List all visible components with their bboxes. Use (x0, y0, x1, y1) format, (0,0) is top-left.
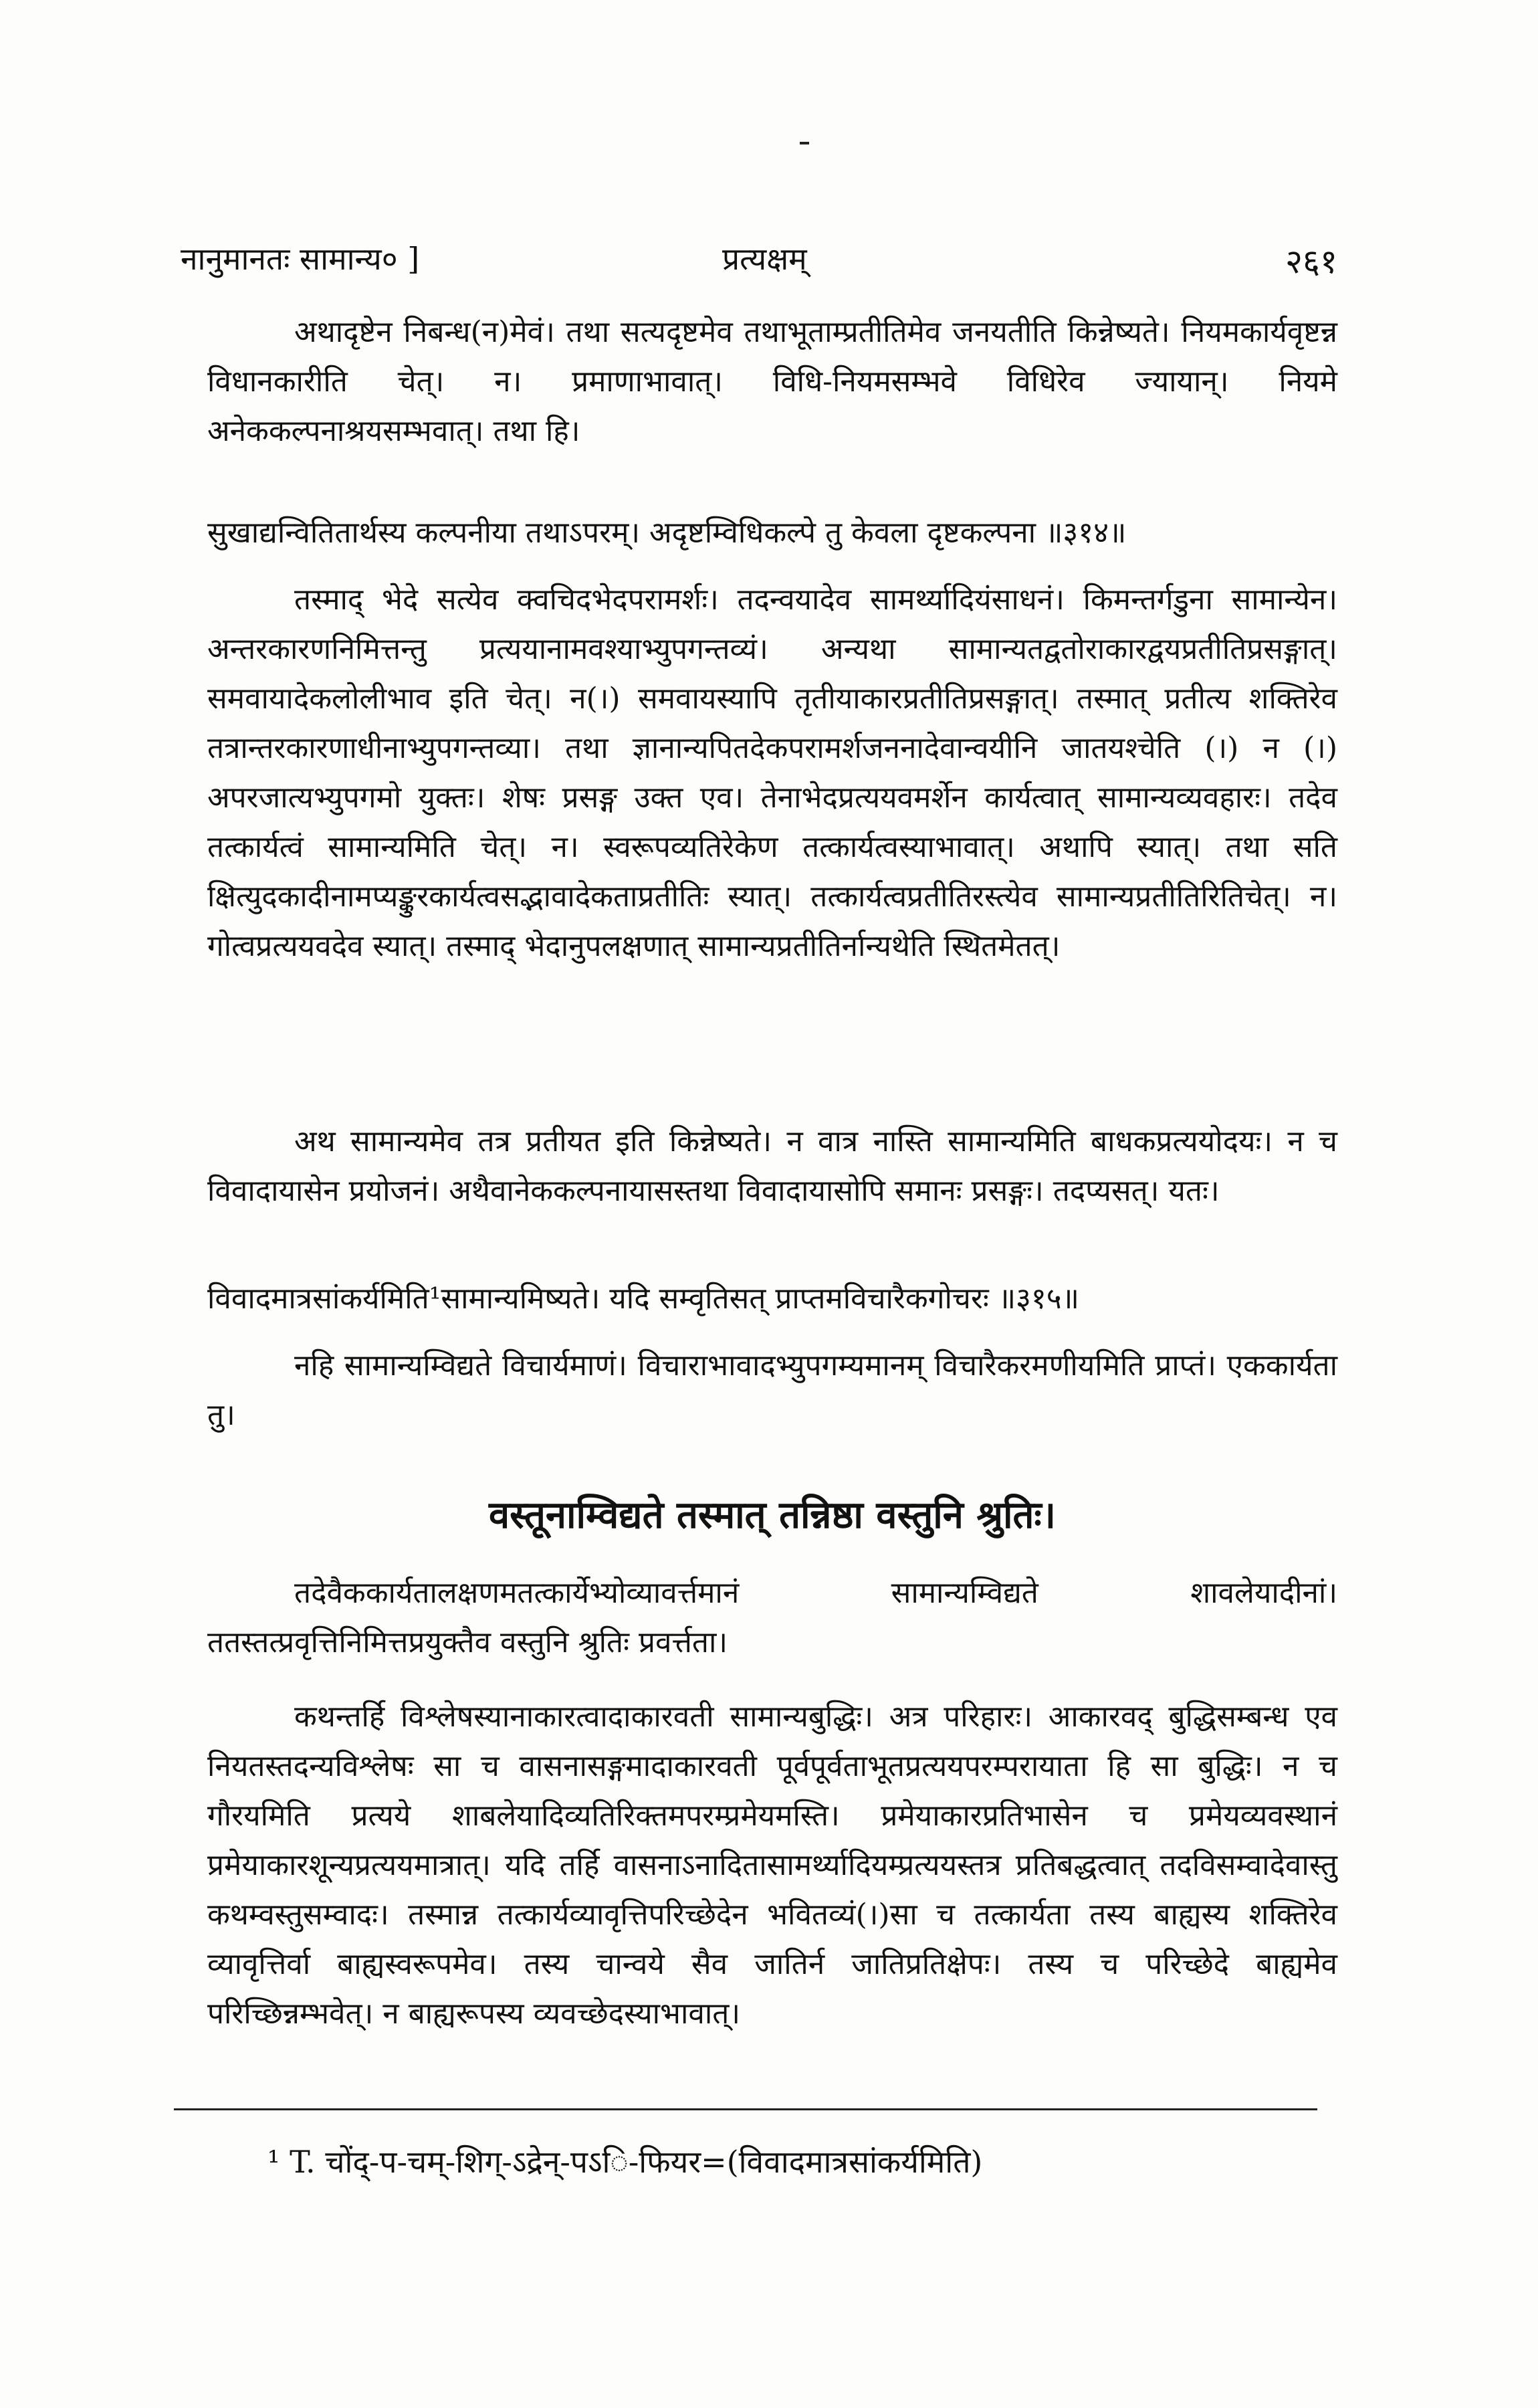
paragraph-2: तस्माद् भेदे सत्येव क्वचिदभेदपरामर्शः। तदन्वयादेव सामर्थ्यादियंसाधनं। किमन्तर्गडुना सामान्येन। अन्तरकारणनिमित्तन्तु प्रत्ययानामवश्याभ्युपगन्तव्यं। अन्यथा सामान्यतद्वतोराकारद्वयप्रतीतिप्रसङ्गात्। समवायादेकलोलीभाव इति चेत्। न(।) समवायस्यापि तृतीयाकारप्रतीतिप्रसङ्गात्। तस्मात् प्रतीत्य शक्तिरेव तत्रान्तरकारणाधीनाभ्युपगन्तव्या। तथा ज्ञानान्यपितदेकपरामर्शजननादेवान्वयीनि जातयश्चेति (।) न (।) अपरजात्यभ्युपगमो युक्तः। शेषः प्रसङ्ग उक्त एव। तेनाभेदप्रत्ययवमर्शेन कार्यत्वात् सामान्यव्यवहारः। तदेव तत्कार्यत्वं सामान्यमिति चेत्। न। स्वरूपव्यतिरेकेण तत्कार्यत्वस्याभावात्। अथापि स्यात्। तथा सति क्षित्युदकादीनामप्यङ्कुरकार्यत्वसद्भावादेकताप्रतीतिः स्यात्। तत्कार्यत्वप्रतीतिरस्त्येव सामान्यप्रतीतिरितिचेत्। न। गोत्वप्रत्ययवदेव स्यात्। तस्माद् भेदानुपलक्षणात् सामान्यप्रतीतिर्नान्यथेति स्थितमेतत्। (207, 583, 1337, 963)
scan-mark (800, 142, 809, 144)
footnote-marker: ¹ (267, 2144, 280, 2180)
header-section-title: नानुमानतः सामान्य० ] (181, 241, 420, 277)
verse-315: विवादमात्रसांकर्यमिति¹सामान्यमिष्यते। यदि सम्वृतिसत् प्राप्तमविचारैकगोचरः ॥३१५॥ (207, 1282, 1080, 1316)
paragraph-3: अथ सामान्यमेव तत्र प्रतीयत इति किन्नेष्यते। न वात्र नास्ति सामान्यमिति बाधकप्रत्ययोदयः। न च विवादायासेन प्रयोजनं। अथैवानेककल्पनायासस्तथा विवादायासोपि समानः प्रसङ्गः। तदप्यसत्। यतः। (207, 1124, 1337, 1208)
header-chapter-title: प्रत्यक्षम् (722, 241, 807, 277)
paragraph-1: अथादृष्टेन निबन्ध(न)मेवं। तथा सत्यदृष्टमेव तथाभूताम्प्रतीतिमेव जनयतीति किन्नेष्यते। नियमकार्यवृष्टन्न विधानकारीति चेत्। न। प्रमाणाभावात्। विधि-नियमसम्भवे विधिरेव ज्यायान्। नियमे अनेककल्पनाश्रयसम्भवात्। तथा हि। (207, 315, 1337, 448)
paragraph-4: नहि सामान्यम्विद्यते विचार्यमाणं। विचाराभावादभ्युपगम्यमानम् विचारैकरमणीयमिति प्राप्तं। एककार्यता तु। (207, 1348, 1337, 1432)
page-number: २६१ (1285, 242, 1337, 281)
verse-heading: वस्तूनाम्विद्यते तस्मात् तन्निष्ठा वस्तुनि श्रुतिः। (489, 1493, 1056, 1537)
paragraph-6: कथन्तर्हि विश्लेषस्यानाकारत्वादाकारवती सामान्यबुद्धिः। अत्र परिहारः। आकारवद् बुद्धिसम्बन्ध एव नियतस्तदन्यविश्लेषः सा च वासनासङ्गमादाकारवती पूर्वपूर्वताभूतप्रत्ययपरम्परायाता हि सा बुद्धिः। न च गौरयमिति प्रत्यये शाबलेयादिव्यतिरिक्तमपरम्प्रमेयमस्ति। प्रमेयाकारप्रतिभासेन च प्रमेयव्यवस्थानं प्रमेयाकारशून्यप्रत्ययमात्रात्। यदि तर्हि वासनाऽनादितासामर्थ्यादियम्प्रत्ययस्तत्र प्रतिबद्धत्वात् तदविसम्वादेवास्तु कथम्वस्तुसम्वादः। तस्मान्न तत्कार्यव्यावृत्तिपरिच्छेदेन भवितव्यं(।)सा च तत्कार्यता तस्य बाह्यस्य शक्तिरेव व्यावृत्तिर्वा बाह्यस्वरूपमेव। तस्य चान्वये सैव जातिर्न जातिप्रतिक्षेपः। तस्य च परिच्छेदे बाह्यमेव परिच्छिन्नम्भवेत्। न बाह्यरूपस्य व्यवच्छेदस्याभावात्। (207, 1700, 1337, 2031)
paragraph-5: तदेवैककार्यतालक्षणमतत्कार्येभ्योव्यावर्त्तमानं सामान्यम्विद्यते शावलेयादीनां। ततस्तत्प्रवृत्तिनिमित्तप्रयुक्तैव वस्तुनि श्रुतिः प्रवर्त्तता। (207, 1576, 1337, 1660)
verse-314: सुखाद्यन्वितितार्थस्य कल्पनीया तथाऽपरम्। अदृष्टम्विधिकल्पे तु केवला दृष्टकल्पना ॥३१४॥ (207, 516, 1127, 550)
footnote-divider (174, 2108, 1317, 2110)
footnote (267, 2140, 982, 2182)
footnote-text: T. चोंद्-प-चम्-शिग्-ऽद्रेन्-पऽि-फियर=(विवादमात्रसांकर्यमिति) (290, 2144, 983, 2180)
running-header (181, 237, 1337, 291)
